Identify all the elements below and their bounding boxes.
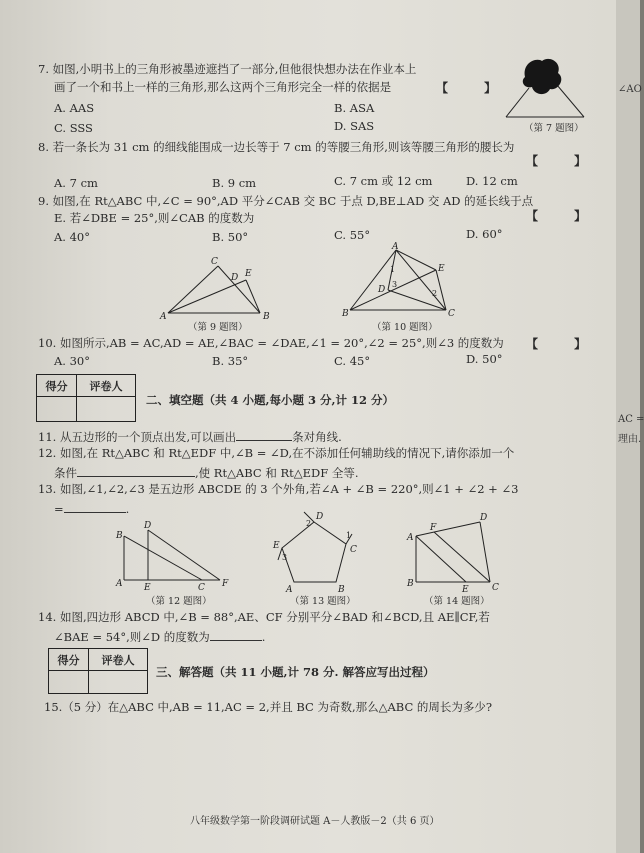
q7-option-c: C. SSS <box>54 121 93 135</box>
q14-answer-blank[interactable] <box>210 628 262 641</box>
q12-answer-blank[interactable] <box>77 464 195 477</box>
q7-option-d: D. SAS <box>334 119 375 133</box>
q14-label-e: E <box>462 585 469 595</box>
q12-caption: （第 12 题图） <box>146 596 212 607</box>
q12-label-d: D <box>144 521 152 531</box>
fill-score-table <box>36 374 136 422</box>
q15-text: 15.（5 分）在△ABC 中,AB = 11,AC = 2,并且 BC 为奇数,那么△ABC 的周长为多少? <box>44 700 493 714</box>
q7-caption: （第 7 题图） <box>524 123 584 134</box>
q10-label-b: B <box>342 309 349 319</box>
solve-score-cell[interactable] <box>49 671 89 694</box>
q13-label-e: E <box>273 541 280 551</box>
q7-text-1: 7. 如图,小明书上的三角形被墨迹遮挡了一部分,但他很快想办法在作业本上 <box>38 62 417 76</box>
edge-text-top: ∠AO <box>618 84 642 95</box>
q13-angle-3: 3 <box>282 553 288 562</box>
q9-label-b: B <box>263 312 270 322</box>
q8-option-b: B. 9 cm <box>212 176 257 190</box>
q14-post: . <box>261 630 266 644</box>
q9-caption: （第 9 题图） <box>188 322 248 333</box>
q12-pre: 条件 <box>54 466 77 480</box>
q10-angle-2: 2 <box>432 289 438 298</box>
q13-answer-blank[interactable] <box>64 500 126 513</box>
q14-pre: ∠BAE = 54°,则∠D 的度数为 <box>54 630 210 644</box>
q13-angle-1: 1 <box>346 531 352 540</box>
q14-label-a: A <box>407 533 414 543</box>
q9-option-c: C. 55° <box>334 228 371 242</box>
q10-label-e: E <box>438 264 445 274</box>
q9-option-d: D. 60° <box>466 227 503 241</box>
q10-option-d: D. 50° <box>466 352 503 366</box>
q15-answer-area[interactable] <box>44 720 584 800</box>
q9-answer-bracket[interactable]: 【 】 <box>526 209 603 223</box>
q13-post: . <box>125 502 130 516</box>
q9-text-2: E. 若∠DBE = 25°,则∠CAB 的度数为 <box>54 211 255 225</box>
q12-label-c: C <box>198 583 205 593</box>
q12-post: ,使 Rt△ABC 和 Rt△EDF 全等. <box>195 466 359 480</box>
q14-text-2 <box>54 628 265 645</box>
q12-text-2 <box>54 464 359 481</box>
q13-angle-2: 2 <box>306 519 312 528</box>
q13-figure <box>272 510 372 594</box>
q10-text-1: 10. 如图所示,AB = AC,AD = AE,∠BAC = ∠DAE,∠1 = 20°,∠2 = 25°,则∠3 的度数为 <box>38 336 504 350</box>
q10-label-d: D <box>378 285 386 295</box>
q13-pre: = <box>54 502 64 516</box>
q13-caption: （第 13 题图） <box>290 596 356 607</box>
fill-score-cell[interactable] <box>37 397 77 422</box>
q14-caption: （第 14 题图） <box>424 596 490 607</box>
section-fill-heading: 二、填空题（共 4 小题,每小题 3 分,计 12 分） <box>146 393 395 407</box>
q10-angle-1: 1 <box>390 265 396 274</box>
q13-label-c: C <box>350 545 357 555</box>
q10-option-b: B. 35° <box>212 354 249 368</box>
q7-option-b: B. ASA <box>334 101 375 115</box>
q10-label-a: A <box>392 242 399 252</box>
q12-figure <box>112 522 242 594</box>
q7-option-a: A. AAS <box>54 101 95 115</box>
q7-answer-bracket[interactable]: 【 】 <box>436 81 513 95</box>
q8-option-a: A. 7 cm <box>54 176 98 190</box>
q10-caption: （第 10 题图） <box>372 322 438 333</box>
q12-label-e: E <box>144 583 151 593</box>
q14-label-f: F <box>430 523 437 533</box>
page-footer: 八年级数学第一阶段调研试题 A－人教版－2（共 6 页） <box>190 816 440 827</box>
q11-text <box>38 428 342 445</box>
q11-pre: 11. 从五边形的一个顶点出发,可以画出 <box>38 430 237 444</box>
solve-grader-cell[interactable] <box>88 671 147 694</box>
q8-option-c: C. 7 cm 或 12 cm <box>334 174 433 188</box>
q9-text-1: 9. 如图,在 Rt△ABC 中,∠C = 90°,AD 平分∠CAB 交 BC 于点 D,BE⊥AD 交 AD 的延长线于点 <box>38 194 534 208</box>
q10-answer-bracket[interactable]: 【 】 <box>526 337 603 351</box>
q9-label-e: E <box>245 269 252 279</box>
q9-label-a: A <box>160 312 167 322</box>
q14-label-b: B <box>407 579 414 589</box>
q9-label-d: D <box>231 273 239 283</box>
score-header: 得分 <box>49 649 89 671</box>
q8-option-d: D. 12 cm <box>466 174 518 188</box>
q13-text-1: 13. 如图,∠1,∠2,∠3 是五边形 ABCDE 的 3 个外角,若∠A + ∠B = 220°,则∠1 + ∠2 + ∠3 <box>38 482 519 496</box>
q10-label-c: C <box>448 309 455 319</box>
score-header: 得分 <box>37 375 77 397</box>
q10-figure <box>340 242 460 322</box>
q10-option-c: C. 45° <box>334 354 371 368</box>
next-page-edge <box>616 0 644 853</box>
q11-answer-blank[interactable] <box>236 428 292 441</box>
q10-angle-3: 3 <box>392 280 398 289</box>
edge-text-mid: AC = <box>618 414 644 425</box>
q13-label-b: B <box>338 585 345 595</box>
q12-label-b: B <box>116 531 123 541</box>
q14-figure <box>404 512 504 595</box>
q7-text-2: 画了一个和书上一样的三角形,那么这两个三角形完全一样的依据是 <box>54 80 392 94</box>
q12-label-a: A <box>116 579 123 589</box>
fill-grader-cell[interactable] <box>76 397 135 422</box>
q13-label-a: A <box>286 585 293 595</box>
q9-label-c: C <box>211 257 218 267</box>
q14-text-1: 14. 如图,四边形 ABCD 中,∠B = 88°,AE、CF 分别平分∠BAD 和∠BCD,且 AE∥CF,若 <box>38 610 490 624</box>
q9-option-b: B. 50° <box>212 230 249 244</box>
q13-label-d: D <box>316 512 324 522</box>
q14-label-d: D <box>480 513 488 523</box>
grader-header: 评卷人 <box>88 649 147 671</box>
q9-option-a: A. 40° <box>54 230 90 244</box>
solve-score-table <box>48 648 148 694</box>
q12-label-f: F <box>222 579 229 589</box>
q9-figure <box>160 255 280 321</box>
q10-option-a: A. 30° <box>54 354 90 368</box>
q8-text-1: 8. 若一条长为 31 cm 的细线能围成一边长等于 7 cm 的等腰三角形,则该等腰三角形的腰长为 <box>38 140 515 154</box>
q12-text-1: 12. 如图,在 Rt△ABC 和 Rt△EDF 中,∠B = ∠D,在不添加任何辅助线的情况下,请你添加一个 <box>38 446 515 460</box>
q11-post: 条对角线. <box>292 430 342 444</box>
section-solve-heading: 三、解答题（共 11 小题,计 78 分. 解答应写出过程） <box>156 665 435 679</box>
q14-label-c: C <box>492 583 499 593</box>
edge-text-mid2: 理由. <box>618 434 642 445</box>
q7-figure <box>500 55 590 127</box>
q8-answer-bracket[interactable]: 【 】 <box>526 154 603 168</box>
grader-header: 评卷人 <box>76 375 135 397</box>
q13-text-2 <box>54 500 129 517</box>
